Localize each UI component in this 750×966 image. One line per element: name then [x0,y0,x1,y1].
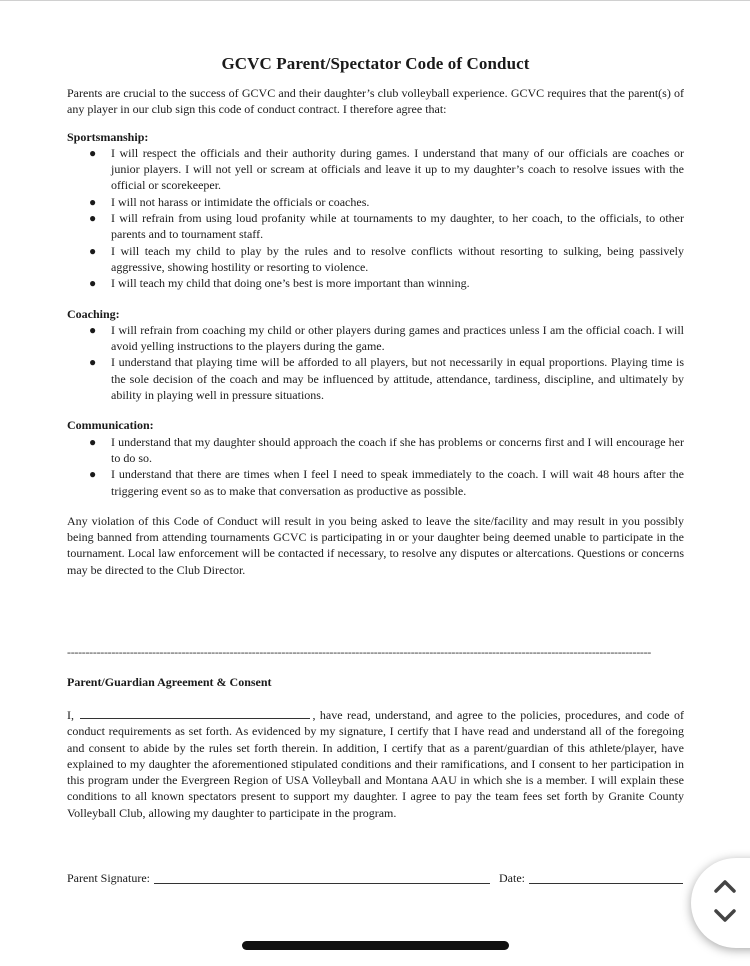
home-indicator[interactable] [242,941,509,950]
chevron-down-icon[interactable] [713,908,737,924]
page-top-edge [0,0,750,1]
bullet-icon: ● [89,355,97,370]
bullet-icon: ● [89,467,97,482]
date-line [529,883,683,884]
bullet-list [67,434,684,499]
bullet-icon: ● [89,276,97,291]
bullet-list [67,145,684,292]
bullet-icon: ● [89,322,97,337]
bullet-list [67,322,684,403]
list-item: ● I will teach my child to play by the rules and to resolve conflicts without resorting to sulking, being passively aggressive, showing hostility or resorting to violence. [89,243,684,274]
parent-signature-label: Parent Signature: [67,871,150,885]
agreement-prefix: I, [67,708,74,722]
dashed-divider: -------------------------------------------------------------------------------------------------------------------------------------------------------------- [67,645,651,659]
intro-paragraph: Parents are crucial to the success of GCVC and their daughter’s club volleyball experience. GCVC requires that the parent(s) of any player in our club sign this code of conduct contract. I therefore agree that: [67,86,684,117]
name-blank-line [80,707,310,719]
date-label: Date: [499,871,525,885]
list-item: ● I will refrain from using loud profanity while at tournaments to my daughter, to her coach, to the officials, to other parents and to tournament staff. [89,211,684,242]
bullet-icon: ● [89,243,97,258]
list-item: ● I will teach my child that doing one’s best is more important than winning. [89,276,470,291]
agreement-body: , have read, understand, and agree to the policies, procedures, and code of conduct requirements as set forth. As evidenced by my signature, I certify that I have read and understand all of the foregoing and consent to abide by the rules set forth therein. In addition, I certify that as a parent/guardian of this athlete/player, have explained to my daughter the aforementioned stipulated conditions and their ramifications, and I consent to her participation in this program under the Evergreen Region of USA Volleyball and Montana AAU in which she is a member. I will explain these conditions to all known spectators present to support my daughter. I agree to pay the team fees set forth by Granite County Volleyball Club, allowing my daughter to participate in the program. [67,708,685,820]
list-item: ● I will refrain from coaching my child or other players during games and practices unless I am the official coach. I will avoid yelling instructions to the players during the game. [89,322,684,354]
list-item: ● I will respect the officials and their authority during games. I understand that many of our officials are coaches or junior players. I will not yell or scream at officials and leave it up to my daughter’s coach to resolve issues with the official or scorekeeper. [89,145,684,193]
list-item: ● I will not harass or intimidate the officials or coaches. [89,194,370,209]
agreement-heading: Parent/Guardian Agreement & Consent [67,675,272,689]
page-title: GCVC Parent/Spectator Code of Conduct [221,54,530,73]
section-communication [67,417,684,498]
section-sportsmanship [67,129,684,292]
section-heading: Coaching: [67,306,120,321]
bullet-icon: ● [89,434,97,449]
agreement-paragraph [67,707,684,821]
bullet-icon: ● [89,211,97,226]
list-item: ● I understand that playing time will be afforded to all players, but not necessarily in equal proportions. Playing time is the sole decision of the coach and may be influenced by attitude, attendance, tardiness, discipline, and ultimately by ability in playing well in pressure situations. [89,355,684,403]
list-item: ● I understand that there are times when I feel I need to speak immediately to the coach. I will wait 48 hours after the triggering event so as to make that conversation as productive as possible. [89,467,684,498]
bullet-icon: ● [89,194,97,209]
list-item: ● I understand that my daughter should approach the coach if she has problems or concerns first and I will encourage her to do so. [89,434,684,465]
closing-paragraph: Any violation of this Code of Conduct will result in you being asked to leave the site/facility and may result in you possibly being banned from attending tournaments GCVC is participating in or your daughter being deemed unable to participate in the tournament. Local law enforcement will be contacted if necessary, to resolve any disputes or altercations. Questions or concerns may be directed to the Club Director. [67,513,684,577]
section-coaching [67,306,684,404]
page-scroll-widget[interactable] [691,858,750,948]
bullet-icon: ● [89,145,97,160]
chevron-up-icon[interactable] [713,878,737,894]
document-body [67,54,684,578]
parent-signature-line [154,883,490,884]
section-heading: Sportsmanship: [67,129,149,144]
section-heading: Communication: [67,418,154,433]
